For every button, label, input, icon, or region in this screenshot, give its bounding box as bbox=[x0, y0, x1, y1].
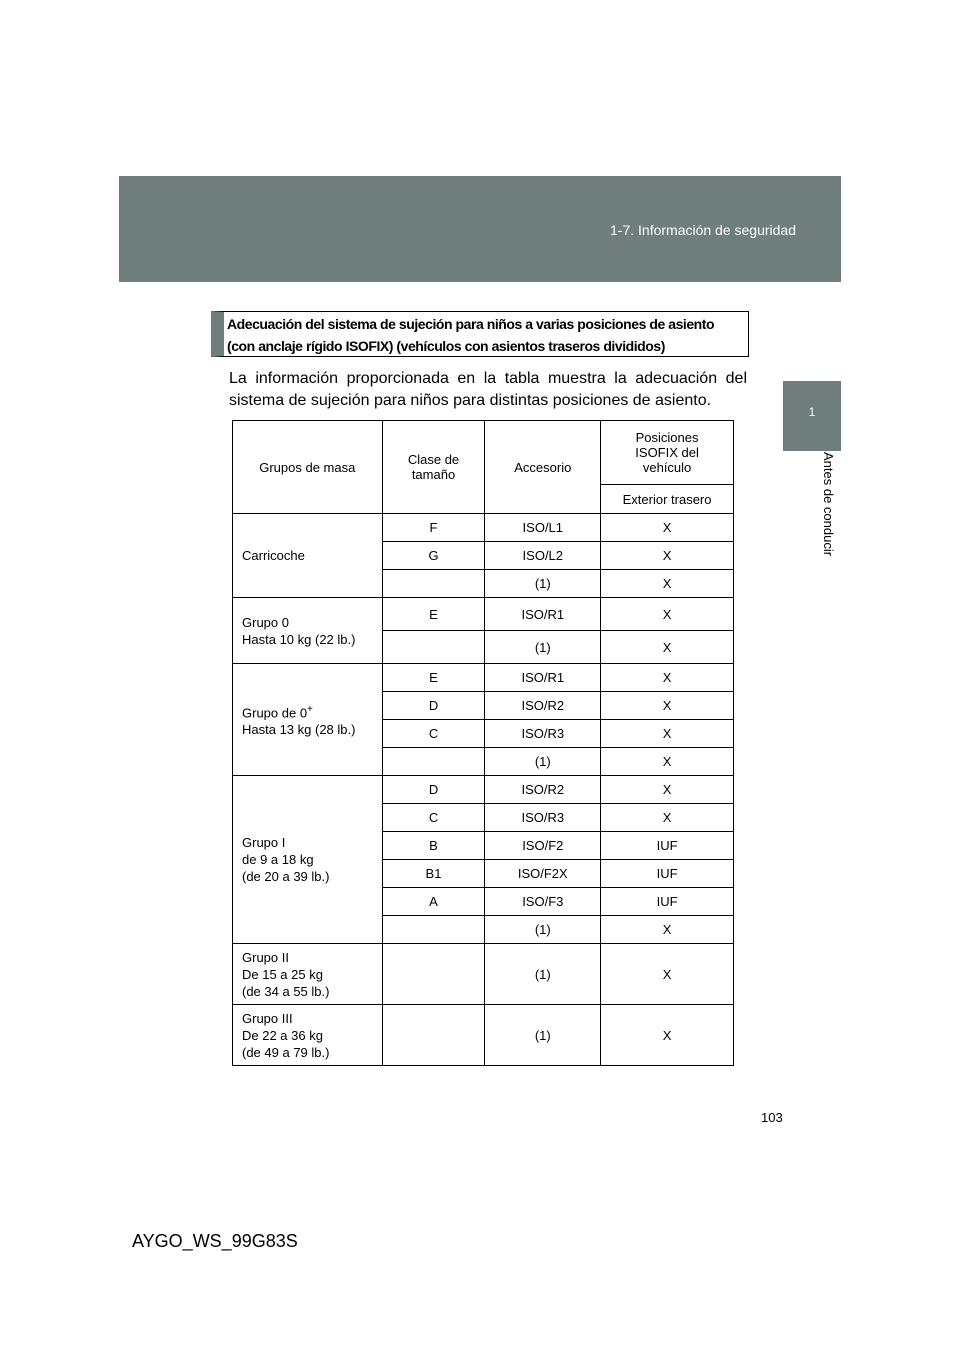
cell-rear: X bbox=[601, 664, 734, 692]
mass-group-line: Grupo I bbox=[242, 835, 286, 850]
mass-group-line: Grupo de 0+ bbox=[242, 703, 313, 721]
table-row bbox=[233, 1005, 734, 1066]
mass-group-line: Carricoche bbox=[242, 548, 305, 563]
mass-group-line: Hasta 10 kg (22 lb.) bbox=[242, 631, 356, 647]
mass-group-cell bbox=[233, 664, 383, 776]
header-isofix-positions: Posiciones ISOFIX del vehículo bbox=[601, 421, 734, 485]
cell-rear: IUF bbox=[601, 860, 734, 888]
mass-group-cell bbox=[233, 944, 383, 1005]
isofix-table bbox=[232, 420, 734, 1066]
cell-rear: X bbox=[601, 720, 734, 748]
cell-rear: IUF bbox=[601, 888, 734, 916]
cell-rear: X bbox=[601, 570, 734, 598]
cell-class: B bbox=[382, 832, 485, 860]
cell-fixture: ISO/L1 bbox=[485, 514, 601, 542]
cell-fixture: ISO/R2 bbox=[485, 692, 601, 720]
page-number: 103 bbox=[761, 1110, 783, 1125]
cell-rear: X bbox=[601, 692, 734, 720]
mass-group-line: (de 20 a 39 lb.) bbox=[242, 869, 330, 884]
header-size-class: Clase de tamaño bbox=[382, 421, 485, 514]
cell-class: C bbox=[382, 720, 485, 748]
header-mass-groups: Grupos de masa bbox=[233, 421, 383, 514]
cell-rear: IUF bbox=[601, 832, 734, 860]
mass-group-line: Grupo II bbox=[242, 949, 289, 965]
cell-class bbox=[382, 570, 485, 598]
table-row bbox=[233, 944, 734, 1005]
cell-rear: X bbox=[601, 514, 734, 542]
cell-class bbox=[382, 1005, 485, 1066]
mass-group-line: Grupo 0 bbox=[242, 614, 289, 630]
cell-fixture: (1) bbox=[485, 1005, 601, 1066]
superscript-plus: + bbox=[307, 703, 313, 715]
cell-fixture: (1) bbox=[485, 631, 601, 664]
cell-fixture: ISO/R3 bbox=[485, 720, 601, 748]
cell-class: A bbox=[382, 888, 485, 916]
chapter-number: 1 bbox=[808, 405, 816, 419]
cell-fixture: (1) bbox=[485, 944, 601, 1005]
heading-line-2: (con anclaje rígido ISOFIX) (vehículos con asientos traseros divididos) bbox=[227, 338, 665, 354]
document-code: AYGO_WS_99G83S bbox=[132, 1231, 298, 1251]
cell-fixture: (1) bbox=[485, 748, 601, 776]
cell-class: F bbox=[382, 514, 485, 542]
section-title: 1-7. Información de seguridad bbox=[610, 222, 796, 238]
mass-group-cell bbox=[233, 776, 383, 944]
cell-class bbox=[382, 944, 485, 1005]
cell-rear: X bbox=[601, 748, 734, 776]
section-heading bbox=[211, 311, 749, 357]
header-rear-outboard: Exterior trasero bbox=[601, 485, 734, 514]
mass-group-line: Grupo III bbox=[242, 1010, 293, 1026]
chapter-tab bbox=[783, 381, 841, 451]
mass-group-line: Hasta 13 kg (28 lb.) bbox=[242, 722, 356, 738]
cell-rear: X bbox=[601, 1005, 734, 1066]
cell-fixture: ISO/R1 bbox=[485, 664, 601, 692]
table-row bbox=[233, 664, 734, 692]
header-fixture: Accesorio bbox=[485, 421, 601, 514]
cell-class: D bbox=[382, 692, 485, 720]
mass-group-cell bbox=[233, 1005, 383, 1066]
mass-group-line: De 15 a 25 kg bbox=[242, 966, 323, 982]
cell-rear: X bbox=[601, 631, 734, 664]
mass-group-cell bbox=[233, 514, 383, 598]
cell-fixture: ISO/F2X bbox=[485, 860, 601, 888]
mass-group-line: de 9 a 18 kg bbox=[242, 852, 314, 867]
cell-rear: X bbox=[601, 598, 734, 631]
cell-class: G bbox=[382, 542, 485, 570]
mass-group-line: (de 49 a 79 lb.) bbox=[242, 1044, 330, 1060]
cell-class: D bbox=[382, 776, 485, 804]
cell-fixture: ISO/L2 bbox=[485, 542, 601, 570]
header-band bbox=[119, 176, 841, 282]
cell-rear: X bbox=[601, 944, 734, 1005]
heading-line-1: Adecuación del sistema de sujeción para niños a varias posiciones de asiento bbox=[227, 316, 715, 332]
cell-class: E bbox=[382, 598, 485, 631]
cell-fixture: (1) bbox=[485, 570, 601, 598]
cell-class: C bbox=[382, 804, 485, 832]
mass-group-line: De 22 a 36 kg bbox=[242, 1027, 323, 1043]
cell-fixture: ISO/F3 bbox=[485, 888, 601, 916]
cell-class bbox=[382, 748, 485, 776]
table-body bbox=[233, 514, 734, 1066]
table-row bbox=[233, 514, 734, 542]
chapter-label: Antes de conducir bbox=[821, 452, 836, 557]
table-row bbox=[233, 776, 734, 804]
cell-class bbox=[382, 631, 485, 664]
cell-fixture: ISO/R3 bbox=[485, 804, 601, 832]
cell-rear: X bbox=[601, 804, 734, 832]
cell-rear: X bbox=[601, 542, 734, 570]
cell-class: B1 bbox=[382, 860, 485, 888]
cell-rear: X bbox=[601, 776, 734, 804]
cell-fixture: (1) bbox=[485, 916, 601, 944]
cell-fixture: ISO/F2 bbox=[485, 832, 601, 860]
cell-rear: X bbox=[601, 916, 734, 944]
mass-group-cell bbox=[233, 598, 383, 664]
cell-class bbox=[382, 916, 485, 944]
cell-fixture: ISO/R1 bbox=[485, 598, 601, 631]
cell-fixture: ISO/R2 bbox=[485, 776, 601, 804]
table-row bbox=[233, 598, 734, 631]
intro-paragraph: La información proporcionada en la tabla muestra la adecuación del sistema de sujeción para niños para distintas posiciones de asiento. bbox=[229, 370, 747, 409]
mass-group-line: (de 34 a 55 lb.) bbox=[242, 983, 330, 999]
cell-class: E bbox=[382, 664, 485, 692]
